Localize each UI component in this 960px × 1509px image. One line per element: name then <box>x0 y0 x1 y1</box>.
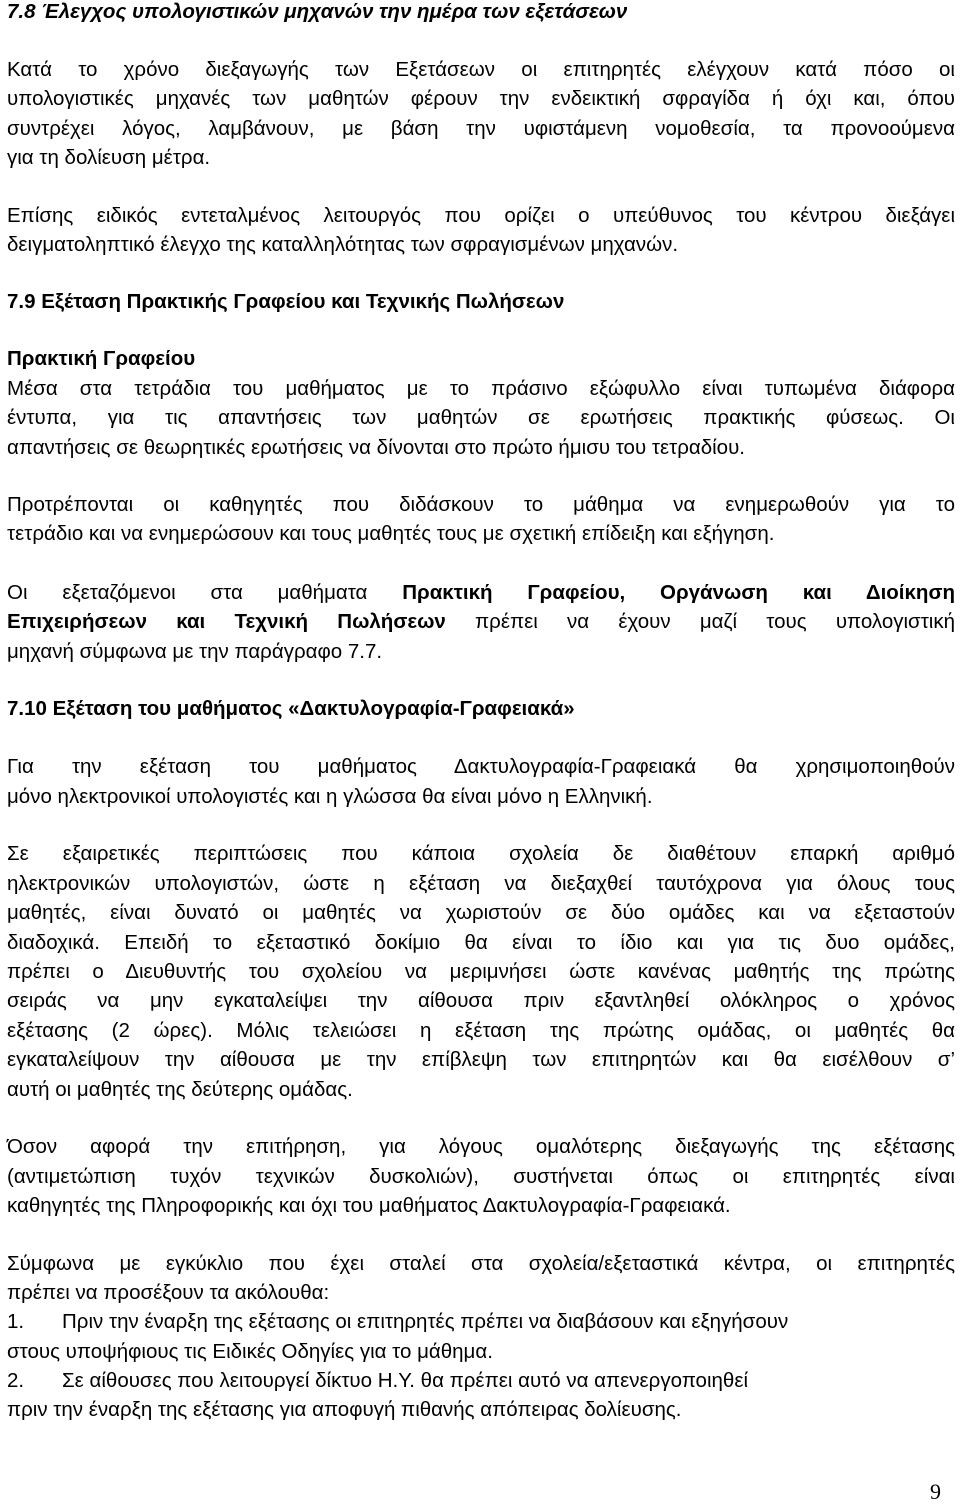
list-item-line <box>62 1310 788 1334</box>
section-heading <box>7 290 564 314</box>
text-run: συντρέχει λόγος, λαμβάνουν, με βάση την υφιστάμενη νομοθεσία, τα προνοούμενα <box>7 117 955 140</box>
paragraph-line <box>7 1019 955 1043</box>
paragraph-line <box>7 1165 955 1189</box>
text-run: διαδοχικά. Επειδή το εξεταστικό δοκίμιο θα είναι το ίδιο και για τις δυο ομάδες, <box>7 931 955 954</box>
text-run: Σύμφωνα με εγκύκλιο που έχει σταλεί στα σχολεία/εξεταστικά κέντρα, οι επιτηρητές <box>7 1252 955 1275</box>
section-heading <box>7 0 627 24</box>
text-run: πρέπει να έχουν μαζί τους υπολογιστική <box>445 610 956 633</box>
list-marker: 2. <box>7 1369 25 1392</box>
paragraph-line <box>7 960 955 984</box>
text-run: υπολογιστικές μηχανές των μαθητών φέρουν την ενδεικτική σφραγίδα ή όχι και, όπου <box>7 87 955 110</box>
text-run: αυτή οι μαθητές της δεύτερης ομάδας. <box>7 1078 353 1101</box>
paragraph-line <box>7 58 955 82</box>
text-run: Μέσα στα τετράδια του μαθήματος με το πράσινο εξώφυλλο είναι τυπωμένα διάφορα <box>7 377 955 400</box>
text-run: Για την εξέταση του μαθήματος Δακτυλογραφία-Γραφειακά θα χρησιμοποιηθούν <box>7 755 955 778</box>
bold-text: Πρακτική Γραφείου, Οργάνωση και Διοίκηση <box>402 581 955 604</box>
paragraph-line <box>7 1252 955 1276</box>
text-run: Πριν την έναρξη της εξέτασης οι επιτηρητές πρέπει να διαβάσουν και εξηγήσουν <box>62 1310 789 1333</box>
bold-text: Επιχειρήσεων και Τεχνική Πωλήσεων <box>7 610 446 633</box>
text-run: σειράς να μην εγκαταλείψει την αίθουσα πριν εξαντληθεί ολόκληρος ο χρόνος <box>7 989 955 1012</box>
bold-text: 7.8 Έλεγχος υπολογιστικών μηχανών την ημέρα των εξετάσεων <box>7 0 628 23</box>
paragraph-line <box>7 406 955 430</box>
paragraph-line <box>7 1048 955 1072</box>
bold-text: 7.9 Εξέταση Πρακτικής Γραφείου και Τεχνικής Πωλήσεων <box>7 290 565 313</box>
paragraph-line <box>7 146 210 170</box>
bold-text: 7.10 Εξέταση του μαθήματος «Δακτυλογραφία-Γραφειακά» <box>7 697 575 720</box>
paragraph-line <box>7 640 382 664</box>
text-run: ηλεκτρονικών υπολογιστών, ώστε η εξέταση να διεξαχθεί ταυτόχρονα για όλους τους <box>7 872 955 895</box>
paragraph-line <box>7 581 955 605</box>
text-run: πριν την έναρξη της εξέτασης για αποφυγή πιθανής απόπειρας δολίευσης. <box>7 1398 682 1421</box>
paragraph-line <box>7 785 653 809</box>
text-run: απαντήσεις σε θεωρητικές ερωτήσεις να δίνονται στο πρώτο ήμισυ του τετραδίου. <box>7 436 745 459</box>
text-run: εξέτασης (2 ώρες). Μόλις τελειώσει η εξέταση της πρώτης ομάδας, οι μαθητές θα <box>7 1019 955 1042</box>
text-run: πρέπει να προσέξουν τα ακόλουθα: <box>7 1281 330 1304</box>
paragraph-line <box>7 901 955 925</box>
bold-text: Πρακτική Γραφείου <box>7 347 196 370</box>
paragraph-line <box>7 1135 955 1159</box>
paragraph-line <box>7 204 955 228</box>
text-run: Κατά το χρόνο διεξαγωγής των Εξετάσεων οι επιτηρητές ελέγχουν κατά πόσο οι <box>7 58 955 81</box>
text-run: μηχανή σύμφωνα με την παράγραφο 7.7. <box>7 640 383 663</box>
subsection-heading <box>7 347 195 371</box>
text-run: έντυπα, για τις απαντήσεις των μαθητών σε ερωτήσεις πρακτικής φύσεως. Οι <box>7 406 955 429</box>
list-item-line <box>62 1369 748 1393</box>
text-run: Επίσης ειδικός εντεταλμένος λειτουργός που ορίζει ο υπεύθυνος του κέντρου διεξάγει <box>7 204 955 227</box>
list-item-line <box>7 1340 493 1364</box>
text-run: τετράδιο και να ενημερώσουν και τους μαθητές τους με σχετική επίδειξη και εξήγηση. <box>7 522 775 545</box>
text-run: μόνο ηλεκτρονικοί υπολογιστές και η γλώσσα θα είναι μόνο η Ελληνική. <box>7 785 653 808</box>
paragraph-line <box>7 610 955 634</box>
text-run: Προτρέπονται οι καθηγητές που διδάσκουν το μάθημα να ενημερωθούν για το <box>7 493 955 516</box>
text-run: Όσον αφορά την επιτήρηση, για λόγους ομαλότερης διεξαγωγής της εξέτασης <box>7 1135 955 1158</box>
paragraph-line <box>7 842 955 866</box>
paragraph-line <box>7 117 955 141</box>
paragraph-line <box>7 87 955 111</box>
text-run: (αντιμετώπιση τυχόν τεχνικών δυσκολιών), συστήνεται όπως οι επιτηρητές είναι <box>7 1165 955 1188</box>
paragraph-line <box>7 436 745 460</box>
paragraph-line <box>7 377 955 401</box>
text-run: Σε εξαιρετικές περιπτώσεις που κάποια σχολεία δε διαθέτουν επαρκή αριθμό <box>7 842 955 865</box>
paragraph-line <box>7 872 955 896</box>
paragraph-line <box>7 233 678 257</box>
paragraph-line <box>7 1281 329 1305</box>
paragraph-line <box>7 931 955 955</box>
text-run: δειγματοληπτικό έλεγχο της καταλληλότητας των σφραγισμένων μηχανών. <box>7 233 679 256</box>
text-run: πρέπει ο Διευθυντής του σχολείου να μεριμνήσει ώστε κανένας μαθητής της πρώτης <box>7 960 955 983</box>
list-marker: 1. <box>7 1310 25 1333</box>
text-run: για τη δολίευση μέτρα. <box>7 146 211 169</box>
page-number: 9 <box>930 1479 941 1504</box>
text-run: εγκαταλείψουν την αίθουσα με την επίβλεψη των επιτηρητών και θα εισέλθουν σ’ <box>7 1048 955 1071</box>
text-run: μαθητές, είναι δυνατό οι μαθητές να χωριστούν σε δύο ομάδες και να εξεταστούν <box>7 901 955 924</box>
paragraph-line <box>7 1078 353 1102</box>
text-run: Σε αίθουσες που λειτουργεί δίκτυο Η.Υ. θα πρέπει αυτό να απενεργοποιηθεί <box>62 1369 749 1392</box>
section-heading <box>7 697 575 721</box>
list-item-line <box>7 1398 681 1422</box>
paragraph-line <box>7 1194 731 1218</box>
text-run: Οι εξεταζόμενοι στα μαθήματα <box>7 581 403 604</box>
text-run: στους υποψήφιους τις Ειδικές Οδηγίες για το μάθημα. <box>7 1340 493 1363</box>
paragraph-line <box>7 989 955 1013</box>
text-run: καθηγητές της Πληροφορικής και όχι του μαθήματος Δακτυλογραφία-Γραφειακά. <box>7 1194 731 1217</box>
paragraph-line <box>7 522 774 546</box>
paragraph-line <box>7 755 955 779</box>
paragraph-line <box>7 493 955 517</box>
